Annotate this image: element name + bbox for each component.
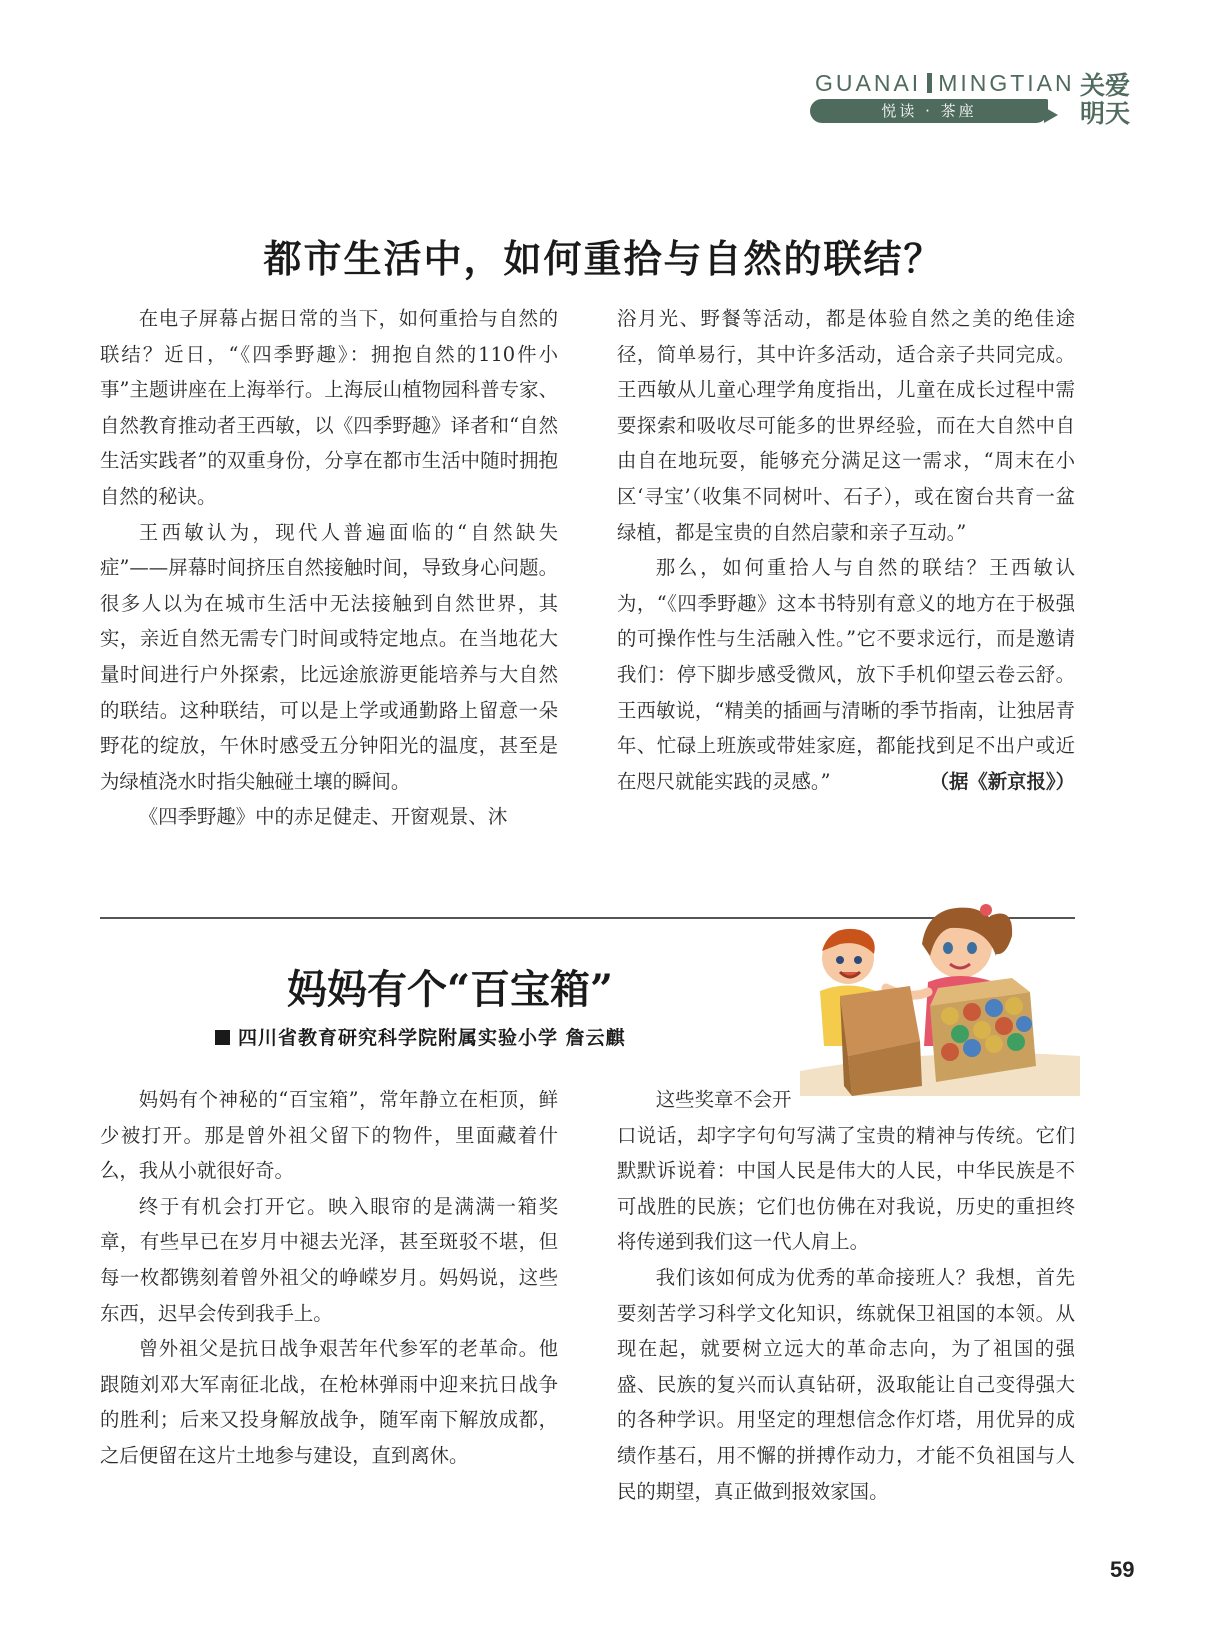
byline-square-icon [215, 1030, 230, 1045]
page-number: 59 [1110, 1557, 1135, 1582]
article2-title: 妈妈有个“百宝箱” [286, 966, 613, 1013]
brand-line2: 明天 [1080, 99, 1131, 128]
paragraph: 曾外祖父是抗日战争艰苦年代参军的老革命。他跟随刘邓大军南征北战，在枪林弹雨中迎来抗日战争的胜利；后来又投身解放战争，随军南下解放成都，之后便留在这片土地参与建设，直到离休。 [100, 1337, 558, 1467]
paragraph: 那么，如何重拾人与自然的联结？王西敏认为，“《四季野趣》这本书特别有意义的地方在于极强的可操作性与生活融入性。”它不要求远行，而是邀请我们：停下脚步感受微风，放下手机仰望云卷云舒。王西敏说，“精美的插画与清晰的季节指南，让独居青年、忙碌上班族或带娃家庭，都能找到足不出户或近在咫尺就能实践的灵感。” [617, 556, 1075, 793]
header-latin-right: MINGTIAN [938, 70, 1075, 96]
byline-text: 四川省教育研究科学院附属实验小学 詹云麒 [238, 1027, 626, 1049]
brand-logo [1080, 72, 1130, 128]
children-treasure-box-illustration [800, 896, 1080, 1096]
article2-byline [215, 1023, 626, 1050]
article1-source: （据《新京报》） [929, 769, 1075, 793]
article1-left-column [100, 301, 558, 835]
column-label: 悦读 · 茶座 [810, 99, 1048, 123]
paragraph: 妈妈有个神秘的“百宝箱”，常年静立在柜顶，鲜少被打开。那是曾外祖父留下的物件，里面藏着什么，我从小就很好奇。 [100, 1088, 558, 1183]
article2-right-column [617, 1082, 1075, 1509]
paragraph: 《四季野趣》中的赤足健走、开窗观景、沐 [138, 805, 508, 829]
article2-left-column [100, 1082, 558, 1474]
article1-right-column [617, 301, 1075, 799]
paragraph: 我们该如何成为优秀的革命接班人？我想，首先要刻苦学习科学文化知识，练就保卫祖国的本领。从现在起，就要树立远大的革命志向，为了祖国的强盛、民族的复兴而认真钻研，汲取能让自己变得强大的各种学识。用坚定的理想信念作灯塔，用优异的成绩作基石，用不懈的拼搏作动力，才能不负祖国与人民的期望，真正做到报效家国。 [617, 1265, 1075, 1503]
paragraph: 口说话，却字字句句写满了宝贵的精神与传统。它们默默诉说着：中国人民是伟大的人民，中华民族是不可战胜的民族；它们也仿佛在对我说，历史的重担终将传递到我们这一代人肩上。 [617, 1123, 1075, 1254]
paragraph: 浴月光、野餐等活动，都是体验自然之美的绝佳途径，简单易行，其中许多活动，适合亲子共同完成。王西敏从儿童心理学角度指出，儿童在成长过程中需要探索和吸收尽可能多的世界经验，而在大自然中自由自在地玩耍，能够充分满足这一需求，“周末在小区‘寻宝’（收集不同树叶、石子），或在窗台共育一盆绿植，都是宝贵的自然启蒙和亲子互动。” [617, 307, 1075, 544]
header-latin-title [815, 70, 1075, 97]
paragraph-first-line: 这些奖章不会开 [655, 1088, 792, 1111]
header-separator [927, 73, 932, 93]
brand-line1: 关爱 [1080, 71, 1131, 100]
paragraph: 王西敏认为，现代人普遍面临的“自然缺失症”——屏幕时间挤压自然接触时间，导致身心问题。很多人以为在城市生活中无法接触到自然世界，其实，亲近自然无需专门时间或特定地点。在当地花大量时间进行户外探索，比远途旅游更能培养与大自然的联结。这种联结，可以是上学或通勤路上留意一朵野花的绽放，午休时感受五分钟阳光的温度，甚至是为绿植浇水时指尖触碰土壤的瞬间。 [100, 520, 558, 793]
paragraph: 在电子屏幕占据日常的当下，如何重拾与自然的联结？近日，“《四季野趣》：拥抱自然的110件小事”主题讲座在上海举行。上海辰山植物园科普专家、自然教育推动者王西敏，以《四季野趣》译者和“自然生活实践者”的双重身份，分享在都市生活中随时拥抱自然的秘诀。 [100, 307, 558, 508]
paragraph: 终于有机会打开它。映入眼帘的是满满一箱奖章，有些早已在岁月中褪去光泽，甚至斑驳不堪，但每一枚都镌刻着曾外祖父的峥嵘岁月。妈妈说，这些东西，迟早会传到我手上。 [100, 1194, 558, 1325]
header-latin-left: GUANAI [815, 70, 922, 96]
article1-title: 都市生活中，如何重拾与自然的联结？ [263, 236, 944, 281]
